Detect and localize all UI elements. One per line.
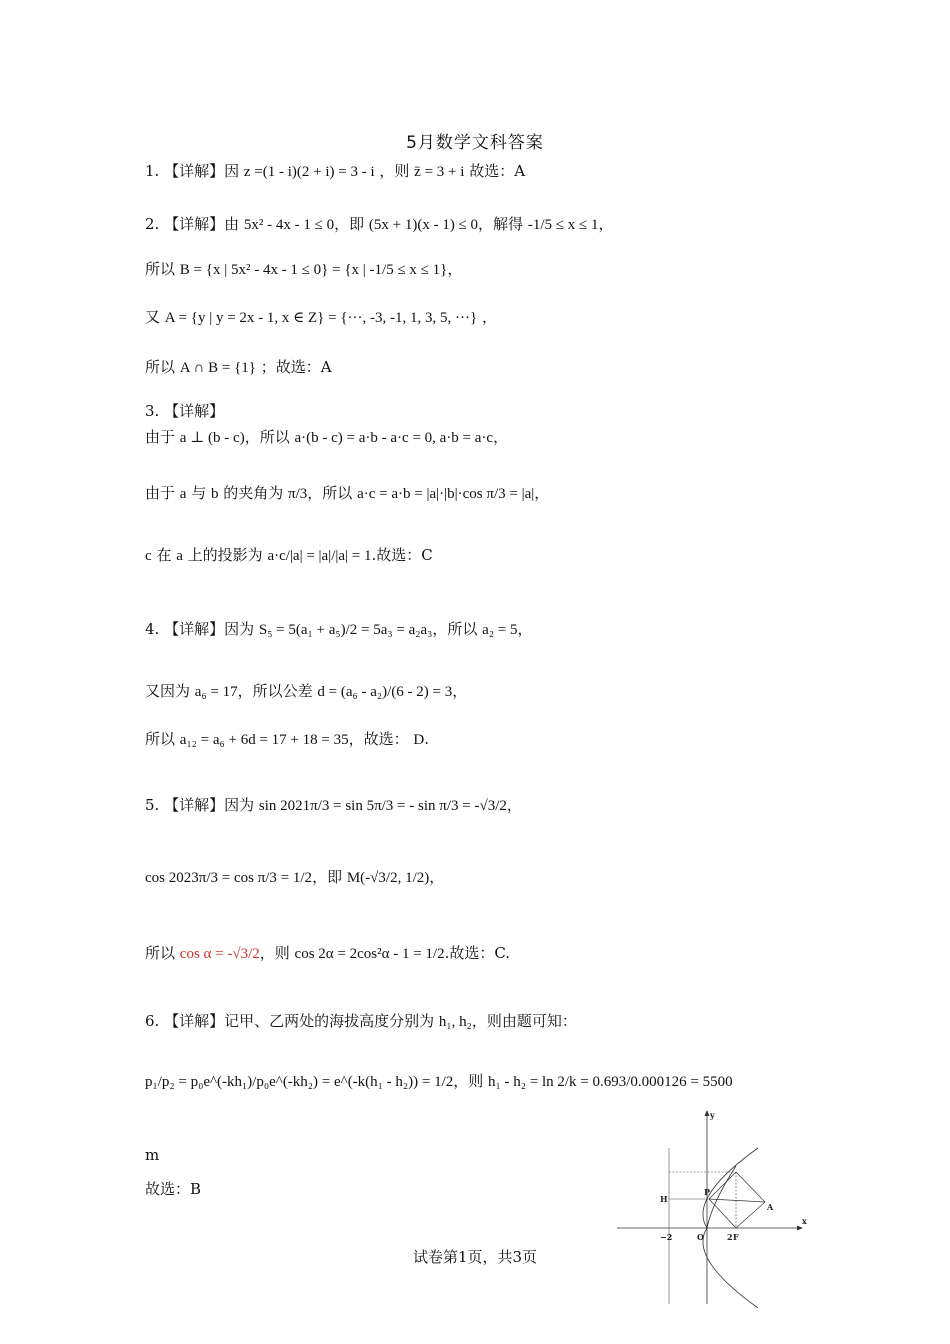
math-expression: sin 2021π/3 = sin 5π/3 = - sin π/3 = -√3/2 — [258, 798, 507, 814]
math-expression: 5x² - 4x - 1 ≤ 0 — [243, 217, 335, 233]
math-expression: cos α = -√3/2 — [179, 946, 260, 962]
text-segment: ，故选： — [348, 730, 414, 748]
segment-p-a — [709, 1199, 765, 1202]
label-y: y — [710, 1110, 715, 1120]
text-segment: ，所以 — [307, 484, 358, 502]
text-segment: .故选：C — [371, 546, 433, 564]
text-segment: ，则 — [374, 162, 415, 180]
parabola-figure — [612, 1108, 812, 1308]
text-segment: m — [145, 1146, 160, 1164]
page-title: 5月数学文科答案 — [406, 133, 544, 153]
text-segment: ， — [493, 428, 509, 446]
text-segment: ；故选：A — [255, 358, 332, 376]
label-f: F — [733, 1232, 739, 1242]
math-expression: z̄ = 3 + i — [414, 164, 465, 180]
math-expression: M(-√3/2, 1/2) — [346, 870, 430, 886]
text-segment: 又 — [145, 308, 165, 326]
text-segment: ， — [452, 682, 468, 700]
math-expression: -1/5 ≤ x ≤ 1 — [527, 217, 599, 233]
answer-line — [145, 215, 890, 236]
segment-a-f — [736, 1202, 765, 1228]
answer-line — [145, 484, 890, 505]
text-segment: 由于 — [145, 428, 180, 446]
segment-top-a — [736, 1172, 765, 1202]
y-axis-arrow — [705, 1110, 710, 1116]
math-expression: p₁/p₂ = p₀e^(-kh₁)/p₀e^(-kh₂) = e^(-k(h₁ - h₂)) = 1/2 — [145, 1074, 454, 1090]
math-expression: A ∩ B = {1} — [179, 360, 256, 376]
text-segment: 所以 — [145, 730, 180, 748]
math-expression: cos 2023π/3 = cos π/3 = 1/2 — [145, 870, 313, 886]
math-expression: a·c = a·b = |a|·|b|·cos π/3 = |a| — [357, 486, 535, 502]
text-segment: 与 — [186, 484, 211, 502]
label-x: x — [802, 1216, 807, 1226]
segment-p-f — [709, 1199, 736, 1228]
text-segment: ，则由题可知： — [471, 1012, 577, 1030]
text-segment: ， — [534, 484, 550, 502]
math-expression: h₁ - h₂ = ln 2/k = 0.693/0.000126 = 5500 — [488, 1074, 733, 1090]
math-expression: (5x + 1)(x - 1) ≤ 0 — [368, 217, 479, 233]
math-expression: a₁₂ = a₆ + 6d = 17 + 18 = 35 — [179, 732, 349, 748]
label-neg2: −2 — [660, 1232, 673, 1242]
text-segment: ， — [447, 260, 463, 278]
answer-line — [145, 428, 890, 449]
math-expression: d = (a₆ - a₂)/(6 - 2) = 3 — [317, 684, 453, 700]
text-segment: ，所以 — [244, 428, 295, 446]
answer-line — [145, 308, 890, 329]
answer-line — [145, 620, 890, 641]
math-expression: a — [176, 548, 183, 564]
answer-line — [145, 546, 890, 567]
text-segment: 所以 — [145, 944, 180, 962]
text-segment: ， — [598, 215, 614, 233]
text-segment: 故选：B — [145, 1180, 202, 1198]
text-segment: 上的投影为 — [182, 546, 268, 564]
label-o: O — [697, 1232, 704, 1242]
text-segment: 所以 — [145, 358, 180, 376]
math-expression: B = {x | 5x² - 4x - 1 ≤ 0} = {x | -1/5 ≤ x ≤ 1} — [179, 262, 448, 278]
label-a: A — [767, 1202, 774, 1212]
answer-line — [145, 358, 890, 379]
text-segment: 3. 【详解】 — [145, 402, 225, 420]
text-segment: ，则 — [259, 944, 295, 962]
label-p: P — [704, 1187, 711, 1197]
answer-line — [145, 944, 890, 965]
text-segment: ， — [429, 868, 445, 886]
text-segment: 2. 【详解】由 — [145, 215, 244, 233]
text-segment: . — [424, 730, 429, 748]
text-segment: ，所以 — [432, 620, 483, 638]
text-segment: 6. 【详解】记甲、乙两处的海拔高度分别为 — [145, 1012, 439, 1030]
text-segment: 的夹角为 — [218, 484, 289, 502]
answer-line — [145, 1072, 890, 1093]
math-expression: A = {y | y = 2x - 1, x ∈ Z} = {···, -3, -1, 1, 3, 5, ···} — [164, 310, 478, 326]
text-segment: 又因为 — [145, 682, 195, 700]
text-segment: 5. 【详解】因为 — [145, 796, 259, 814]
text-segment: 1. 【详解】因 — [145, 162, 244, 180]
text-segment: ， — [477, 308, 497, 326]
math-expression: π/3 — [288, 486, 308, 502]
math-expression: b — [211, 486, 219, 502]
answer-line — [145, 730, 890, 751]
text-segment: ， — [517, 620, 533, 638]
answer-line — [145, 682, 890, 703]
text-segment: .故选：C. — [444, 944, 511, 962]
math-expression: S₅ = 5(a₁ + a₅)/2 = 5a₃ = a₂a₃ — [258, 622, 433, 638]
text-segment: 故选：A — [464, 162, 526, 180]
text-segment: ，解得 — [478, 215, 528, 233]
math-expression: a ⊥ (b - c) — [179, 430, 245, 446]
answer-line — [145, 868, 890, 889]
text-segment: ，所以公差 — [237, 682, 318, 700]
x-axis-arrow — [797, 1226, 803, 1231]
math-expression: a₂ = 5 — [482, 622, 518, 638]
text-segment: ， — [506, 796, 522, 814]
text-segment: 4. 【详解】因为 — [145, 620, 259, 638]
label-two: 2 — [727, 1232, 733, 1242]
text-segment: ，则 — [453, 1072, 489, 1090]
math-expression: a·c/|a| = |a|/|a| = 1 — [267, 548, 372, 564]
text-segment: ，即 — [312, 868, 347, 886]
answer-line — [145, 1012, 890, 1033]
text-segment: 所以 — [145, 260, 180, 278]
answer-line — [145, 162, 890, 183]
answer-line — [145, 796, 890, 817]
page-footer: 试卷第1页，共3页 — [412, 1248, 538, 1266]
segment-p-top — [709, 1172, 736, 1199]
math-expression: cos 2α = 2cos²α - 1 = 1/2 — [294, 946, 445, 962]
text-segment: 在 — [151, 546, 177, 564]
text-segment: 由于 — [145, 484, 180, 502]
math-expression: z =(1 - i)(2 + i) = 3 - i — [243, 164, 375, 180]
math-expression: a₆ = 17 — [194, 684, 238, 700]
math-expression: h₁, h₂ — [438, 1014, 472, 1030]
text-segment: ，即 — [334, 215, 369, 233]
math-expression: D — [413, 732, 425, 748]
math-expression: a·(b - c) = a·b - a·c = 0, a·b = a·c — [294, 430, 494, 446]
answer-line — [145, 260, 890, 281]
label-h: H — [660, 1194, 668, 1204]
answer-line — [145, 402, 890, 422]
math-expression: c — [145, 548, 152, 564]
math-expression: a — [179, 486, 187, 502]
